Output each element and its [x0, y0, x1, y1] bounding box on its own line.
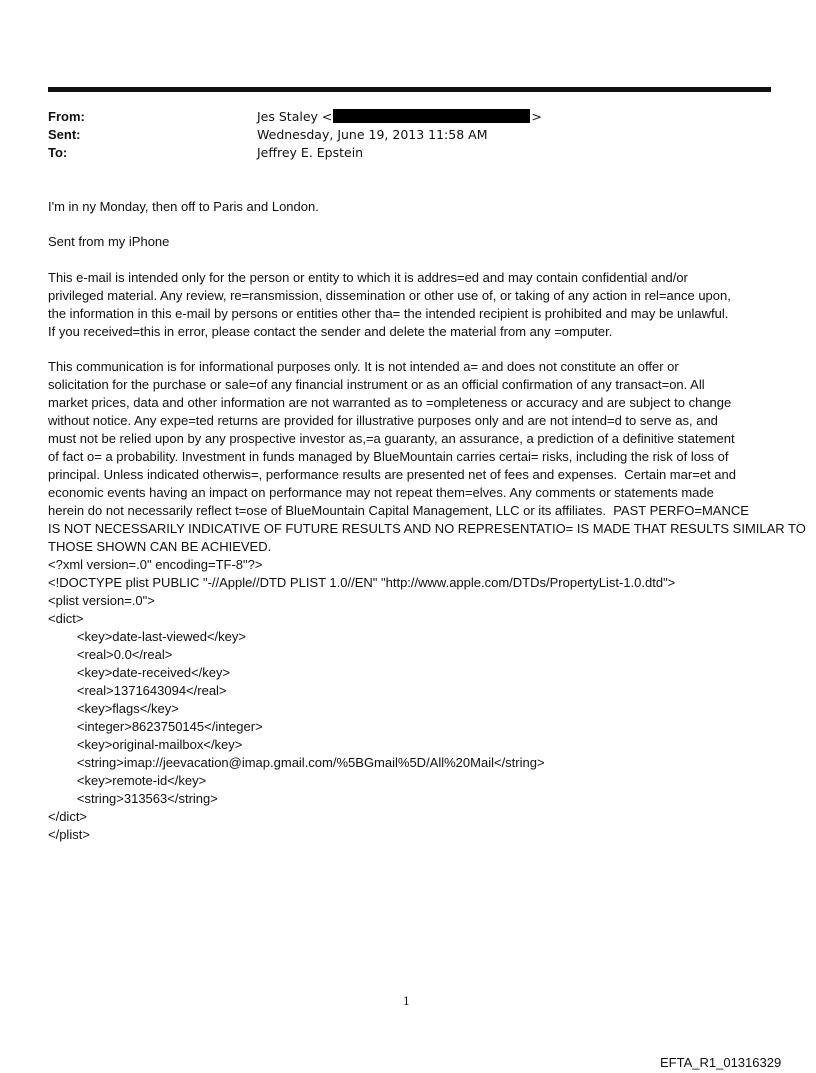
plist-line: </plist> — [48, 827, 90, 842]
page-number: 1 — [403, 995, 410, 1008]
disclaimer-line: privileged material. Any review, re=ransmission, dissemination or other use of, or taking of any action in rel=ance upon, — [48, 288, 731, 303]
signature-line: Sent from my iPhone — [48, 234, 170, 249]
redaction-box — [333, 109, 530, 123]
header-rule — [48, 87, 771, 92]
disclaimer-line: This e-mail is intended only for the person or entity to which it is addres=ed and may contain confidential and/or — [48, 270, 688, 285]
plist-line: <key>flags</key> — [48, 701, 179, 716]
plist-line: <key>original-mailbox</key> — [48, 737, 243, 752]
disclaimer-line: solicitation for the purchase or sale=of any financial instrument or as an official confirmation of any transact=on. All — [48, 377, 705, 392]
plist-line: <key>date-last-viewed</key> — [48, 629, 246, 644]
plist-line: <key>date-received</key> — [48, 665, 231, 680]
plist-line: <real>0.0</real> — [48, 647, 173, 662]
to-label: To: — [48, 145, 68, 160]
plist-line: <plist version=.0"> — [48, 593, 155, 608]
disclaimer-line: of fact o= a probability. Investment in funds managed by BlueMountain carries certai= risks, including the risk of loss of — [48, 449, 729, 464]
disclaimer-line: the information in this e-mail by persons or entities other tha= the intended recipient is prohibited and may be unlawful. — [48, 306, 729, 321]
plist-line: <string>313563</string> — [48, 791, 218, 806]
disclaimer-line: must not be relied upon by any prospective investor as,=a guaranty, an assurance, a prediction of a definitive statement — [48, 431, 735, 446]
disclaimer-line: herein do not necessarily reflect t=ose of BlueMountain Capital Management, LLC or its affiliates. PAST PERFO=MANCE — [48, 503, 749, 518]
bates-number: EFTA_R1_01316329 — [660, 1055, 782, 1070]
plist-line: <real>1371643094</real> — [48, 683, 227, 698]
disclaimer-line: without notice. Any expe=ted returns are provided for illustrative purposes only and are not intend=d to serve as, and — [48, 413, 718, 428]
to-value: Jeffrey E. Epstein — [257, 145, 364, 160]
sent-label: Sent: — [48, 127, 81, 142]
from-value — [257, 107, 542, 126]
message-line: I'm in ny Monday, then off to Paris and London. — [48, 199, 319, 214]
plist-line: <key>remote-id</key> — [48, 773, 207, 788]
plist-line: <?xml version=.0" encoding=TF-8"?> — [48, 557, 263, 572]
disclaimer-confidentiality — [48, 269, 770, 341]
plist-line: <string>imap://jeevacation@imap.gmail.com/%5BGmail%5D/All%20Mail</string> — [48, 755, 545, 770]
disclaimer-line: economic events having an impact on performance may not repeat them=elves. Any comments or statements made — [48, 485, 714, 500]
from-name: Jes Staley < — [257, 109, 333, 124]
disclaimer-line: This communication is for informational purposes only. It is not intended a= and does not constitute an offer or — [48, 359, 679, 374]
plist-line: </dict> — [48, 809, 88, 824]
plist-line: <integer>8623750145</integer> — [48, 719, 263, 734]
disclaimer-line: If you received=this in error, please contact the sender and delete the material from any =omputer. — [48, 324, 613, 339]
plist-line: <!DOCTYPE plist PUBLIC "-//Apple//DTD PLIST 1.0//EN" "http://www.apple.com/DTDs/PropertyList-1.0.dtd"> — [48, 575, 676, 590]
plist-line: <dict> — [48, 611, 84, 626]
disclaimer-line: market prices, data and other information are not warranted as to =ompleteness or accuracy and are subject to change — [48, 395, 732, 410]
disclaimer-line: IS NOT NECESSARILY INDICATIVE OF FUTURE RESULTS AND NO REPRESENTATIO= IS MADE THAT RESULTS SIMILAR TO — [48, 521, 806, 536]
disclaimer-informational — [48, 358, 806, 844]
from-close: > — [531, 109, 542, 124]
disclaimer-line: THOSE SHOWN CAN BE ACHIEVED. — [48, 539, 272, 554]
disclaimer-line: principal. Unless indicated otherwis=, performance results are presented net of fees and expenses. Certain mar=et and — [48, 467, 736, 482]
sent-value: Wednesday, June 19, 2013 11:58 AM — [257, 127, 488, 142]
from-label: From: — [48, 109, 85, 124]
